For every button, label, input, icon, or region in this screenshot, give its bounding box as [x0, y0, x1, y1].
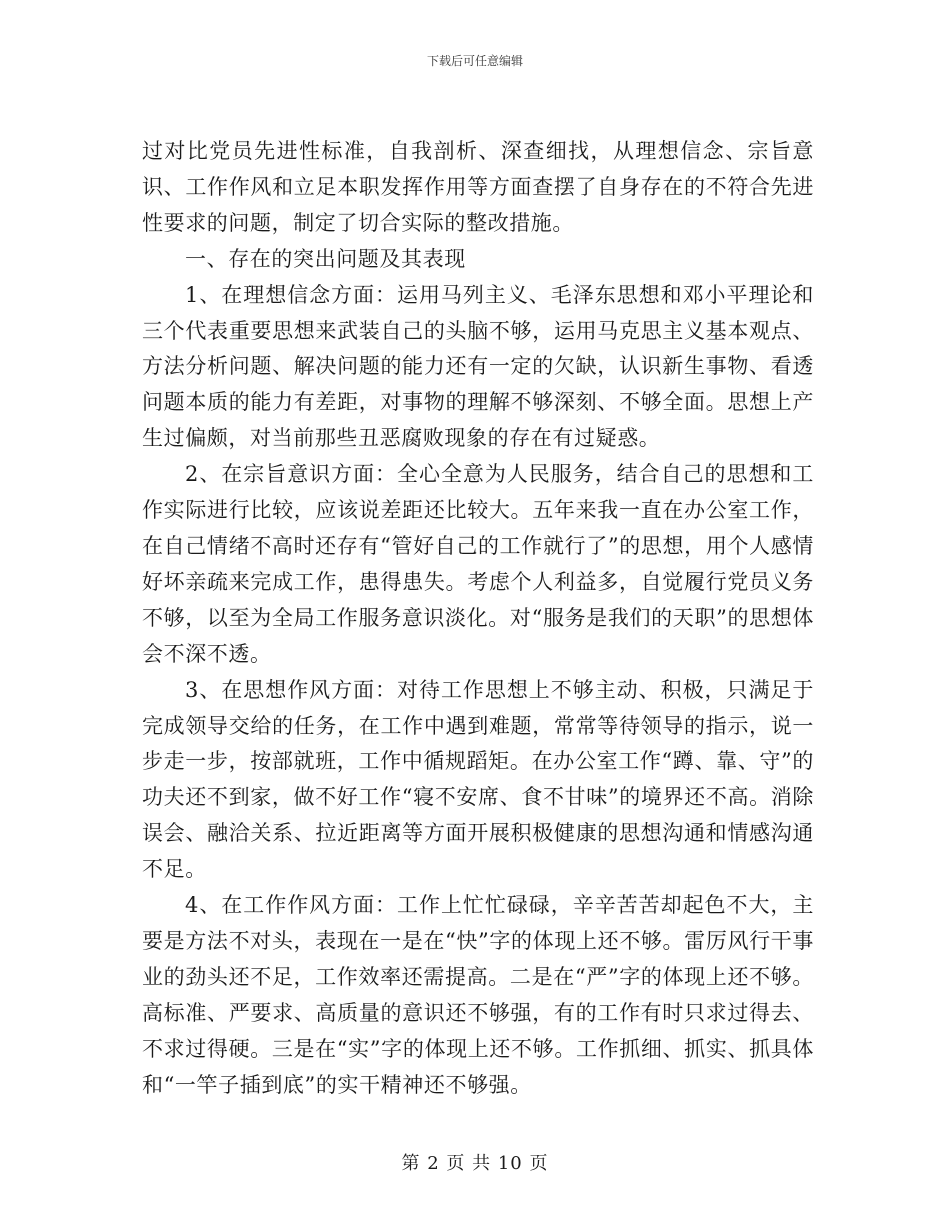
paragraph-work-style: 4、在工作作风方面：工作上忙忙碌碌，辛辛苦苦却起色不大，主要是方法不对头，表现在一是在“快”字的体现上还不够。雷厉风行干事业的劲头还不足，工作效率还需提高。二是在“严”字的体现上还不够。高标准、严要求、高质量的意识还不够强，有的工作有时只求过得去、不求过得硬。三是在“实”字的体现上还不够。工作抓细、抓实、抓具体和“一竿子插到底”的实干精神还不够强。: [142, 893, 814, 1097]
paragraph-purpose-awareness: 2、在宗旨意识方面：全心全意为人民服务，结合自己的思想和工作实际进行比较，应该说差距还比较大。五年来我一直在办公室工作，在自己情绪不高时还存有“管好自己的工作就行了”的思想，用个人感情好坏亲疏来完成工作，患得患失。考虑个人利益多，自觉履行党员义务不够，以至为全局工作服务意识淡化。对“服务是我们的天职”的思想体会不深不透。: [142, 462, 814, 666]
page-header: 下载后可任意编辑: [426, 54, 523, 68]
paragraph-ideals-beliefs: 1、在理想信念方面：运用马列主义、毛泽东思想和邓小平理论和三个代表重要思想来武装自己的头脑不够，运用马克思主义基本观点、方法分析问题、解决问题的能力还有一定的欠缺，认识新生事物、看透问题本质的能力有差距，对事物的理解不够深刻、不够全面。思想上产生过偏颇，对当前那些丑恶腐败现象的存在有过疑惑。: [142, 282, 814, 451]
paragraph-thinking-style: 3、在思想作风方面：对待工作思想上不够主动、积极，只满足于完成领导交给的任务，在工作中遇到难题，常常等待领导的指示，说一步走一步，按部就班，工作中循规蹈矩。在办公室工作“蹲、靠、守”的功夫还不到家，做不好工作“寝不安席、食不甘味”的境界还不高。消除误会、融洽关系、拉近距离等方面开展积极健康的思想沟通和情感沟通不足。: [142, 677, 814, 882]
section-heading: 一、存在的突出问题及其表现: [185, 246, 466, 271]
document-body: [142, 134, 814, 1103]
page-number-footer: 第 2 页 共 10 页: [401, 1153, 549, 1174]
paragraph-intro-continuation: 过对比党员先进性标准，自我剖析、深查细找，从理想信念、宗旨意识、工作作风和立足本职发挥作用等方面查摆了自身存在的不符合先进性要求的问题，制定了切合实际的整改措施。: [142, 139, 814, 235]
